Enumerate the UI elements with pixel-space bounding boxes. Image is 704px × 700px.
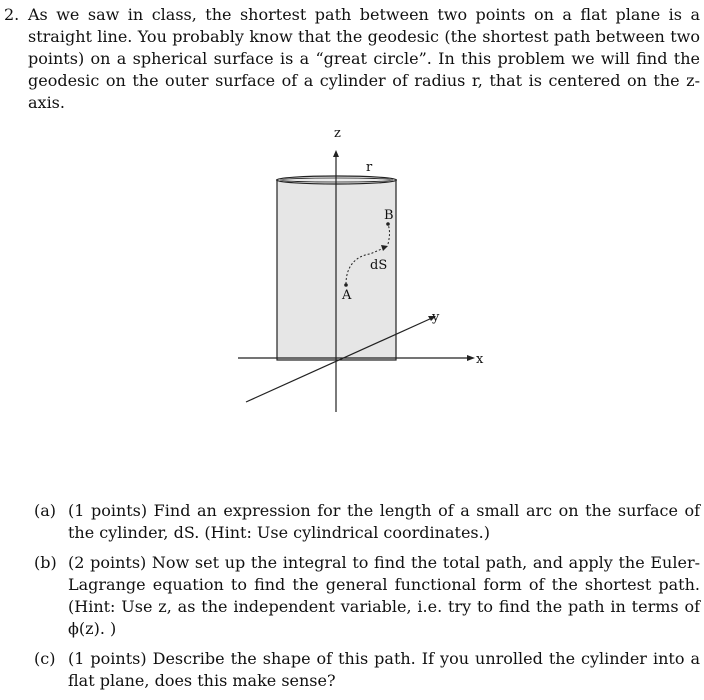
part-a-text: (1 points) Find an expression for the length of a small arc on the surface of the cylinder, dS. (Hint: Use cylindrical coordinates.) [68, 501, 700, 542]
problem-number: 2. [4, 5, 20, 24]
part-a-id: (a) [34, 501, 57, 520]
part-c-id: (c) [34, 649, 56, 668]
question-parts [30, 500, 700, 700]
label-ds: dS [370, 258, 388, 273]
cylinder-figure [230, 120, 500, 420]
label-y: y [432, 310, 440, 325]
part-b-text: (2 points) Now set up the integral to find the total path, and apply the Euler-Lagrange equation to find the general functional form of the shortest path. (Hint: Use z, as the independent variable, i.e. try to find the path in terms of ϕ(z). ) [68, 553, 700, 638]
label-r: r [366, 160, 373, 175]
problem-text: As we saw in class, the shortest path between two points on a flat plane is a straight line. You probably know that the geodesic (the shortest path between two points) on a spherical surface is a “great circle”. In this problem we will find the geodesic on the outer surface of a cylinder of radius r, that is centered on the z-axis. [28, 5, 700, 112]
label-b: B [384, 208, 394, 223]
part-a [30, 500, 700, 544]
part-b-id: (b) [34, 553, 57, 572]
part-b [30, 552, 700, 640]
label-a: A [342, 288, 352, 303]
cylinder-diagram [230, 120, 500, 420]
label-x: x [476, 352, 484, 367]
part-c-text: (1 points) Describe the shape of this path. If you unrolled the cylinder into a flat plane, does this make sense? [68, 649, 700, 690]
part-c [30, 648, 700, 692]
label-z: z [334, 126, 341, 141]
point-a [344, 283, 348, 287]
